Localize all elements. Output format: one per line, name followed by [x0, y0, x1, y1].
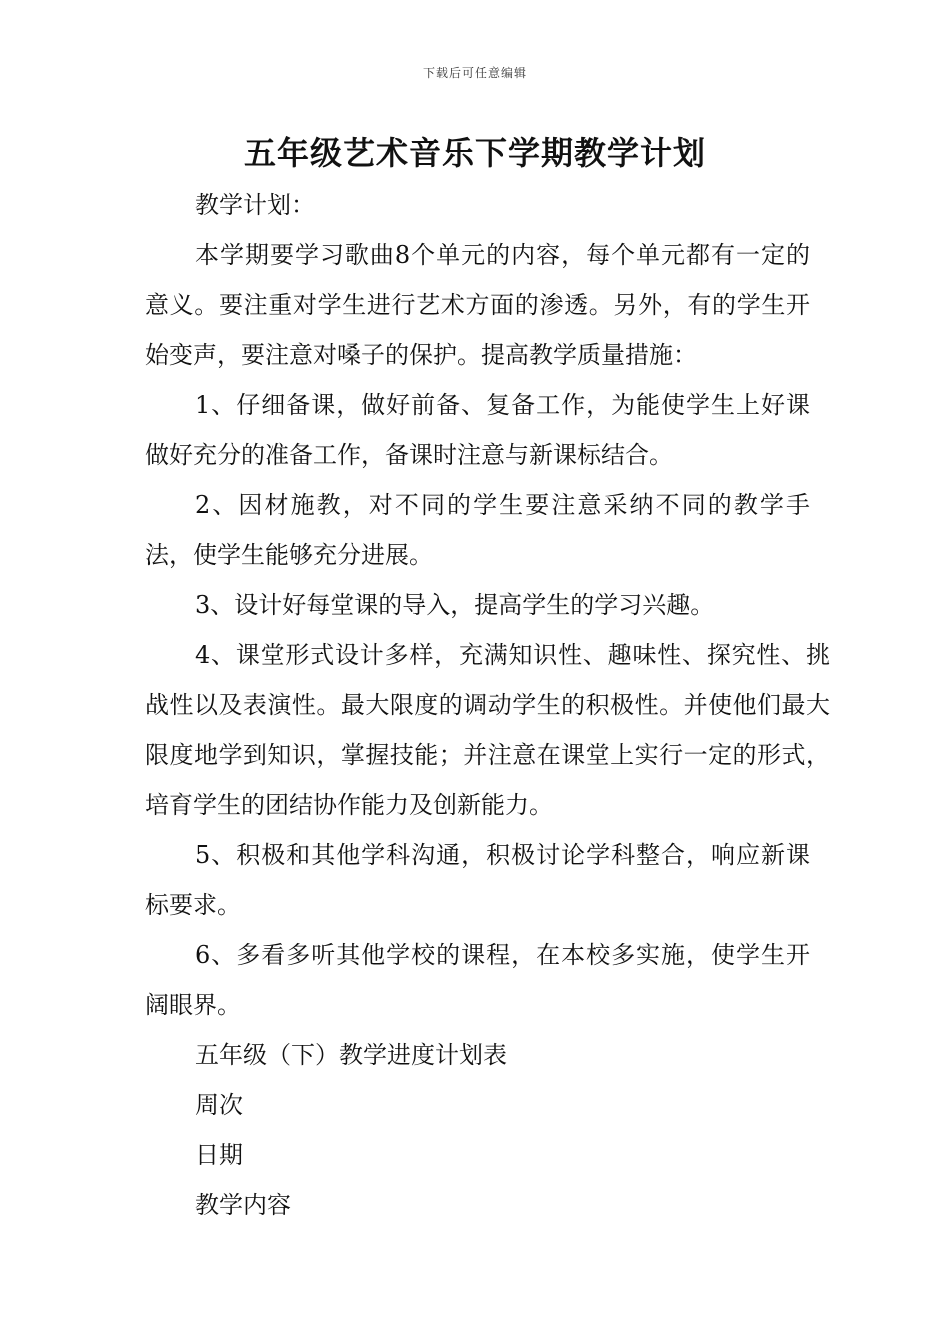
schedule-column-content: 教学内容 [195, 1191, 291, 1219]
paragraph-measure-2: 2、因材施教，对不同的学生要注意采纳不同的教学手法，使学生能够充分进展。 [145, 491, 810, 569]
paragraph-intro: 本学期要学习歌曲8个单元的内容，每个单元都有一定的意义。要注重对学生进行艺术方面的渗透。另外，有的学生开始变声，要注意对嗓子的保护。提高教学质量措施： [145, 241, 810, 369]
paragraph-plan-heading: 教学计划： [195, 191, 315, 219]
paragraph-measure-5: 5、积极和其他学科沟通，积极讨论学科整合，响应新课标要求。 [145, 841, 810, 919]
header-note: 下载后可任意编辑 [422, 66, 527, 80]
paragraph-measure-4: 4、课堂形式设计多样，充满知识性、趣味性、探究性、挑战性以及表演性。最大限度的调动学生的积极性。并使他们最大限度地学到知识，掌握技能；并注意在课堂上实行一定的形式，培育学生的团结协作能力及创新能力。 [145, 641, 830, 819]
schedule-column-week: 周次 [195, 1091, 243, 1119]
document-title: 五年级艺术音乐下学期教学计划 [243, 134, 706, 172]
paragraph-measure-3: 3、设计好每堂课的导入，提高学生的学习兴趣。 [195, 591, 715, 619]
schedule-table-title: 五年级（下）教学进度计划表 [195, 1041, 507, 1069]
schedule-column-date: 日期 [195, 1141, 243, 1169]
paragraph-measure-6: 6、多看多听其他学校的课程，在本校多实施，使学生开阔眼界。 [145, 941, 810, 1019]
document-body [145, 180, 830, 1230]
paragraph-measure-1: 1、仔细备课，做好前备、复备工作，为能使学生上好课做好充分的准备工作，备课时注意与新课标结合。 [145, 391, 810, 469]
